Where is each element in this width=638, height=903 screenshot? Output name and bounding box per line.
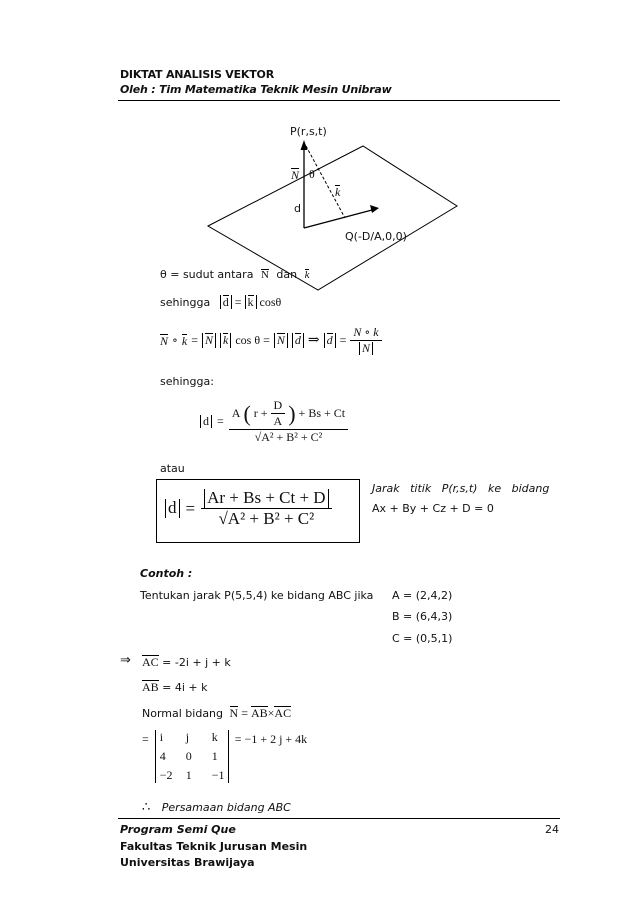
d-vector-arrowhead: [370, 205, 379, 213]
jarak-line-2: Ax + By + Cz + D = 0: [372, 502, 494, 515]
label-point-p: P(r,s,t): [290, 125, 327, 138]
footer-university: Universitas Brawijaya: [120, 856, 255, 869]
label-point-q: Q(-D/A,0,0): [345, 230, 407, 243]
sehingga-label: sehingga:: [160, 375, 214, 388]
footer-faculty: Fakultas Teknik Jurusan Mesin: [120, 840, 308, 853]
d-vector-line: [304, 210, 372, 228]
label-d: d: [294, 202, 301, 215]
k-dashed-line: [306, 146, 345, 218]
determinant: = i j k 4 0 1 −2 1 −1 = −1 + 2 j + 4k: [142, 730, 308, 782]
determinant-matrix: i j k 4 0 1 −2 1 −1: [155, 730, 229, 783]
normal-bidang: Normal bidang N = AB×AC: [142, 706, 292, 720]
equation-1: sehingga d = k cosθ: [160, 295, 282, 309]
jarak-line-1: Jarak titik P(r,s,t) ke bidang: [372, 482, 550, 495]
page-number: 24: [545, 823, 559, 836]
normal-vector-arrowhead: [301, 140, 308, 150]
label-vector-k: k: [335, 185, 341, 199]
theta-definition: θ = sudut antara N dan k: [160, 268, 310, 281]
footer-program: Program Semi Que: [120, 823, 236, 836]
equation-2: N ∘ k = N k cos θ = N d ⇒ d = $\frac{N \circ k}{N}$: [160, 325, 382, 356]
distance-formula-box: d = $\frac{Ar + Bs + Ct + D}{\text{√A² + B² + C²}}$: [156, 479, 360, 543]
atau-label: atau: [160, 462, 185, 475]
vector-ab: AB = 4i + k: [142, 680, 208, 694]
equation-3: d = A ( r + $\frac{D}{A}$ ) + Bs + Ct √A² + B² + C²: [200, 398, 348, 445]
label-normal-n: N: [291, 168, 300, 182]
footer-rule: [118, 818, 560, 819]
contoh-heading: Contoh :: [140, 567, 193, 580]
plane-figure: [0, 0, 638, 300]
persamaan-line: ∴ Persamaan bidang ABC: [142, 800, 291, 815]
soal-text: Tentukan jarak P(5,5,4) ke bidang ABC jika: [140, 589, 374, 602]
vector-ac: AC = -2i + j + k: [142, 655, 231, 669]
point-b-value: B = (6,4,3): [392, 610, 453, 623]
implies-symbol: ⇒: [120, 653, 131, 668]
point-a-value: A = (2,4,2): [392, 589, 453, 602]
label-theta: θ: [309, 167, 315, 181]
doc-title: DIKTAT ANALISIS VEKTOR: [120, 68, 274, 81]
point-c-value: C = (0,5,1): [392, 632, 453, 645]
doc-subtitle: Oleh : Tim Matematika Teknik Mesin Unibraw: [120, 83, 392, 96]
